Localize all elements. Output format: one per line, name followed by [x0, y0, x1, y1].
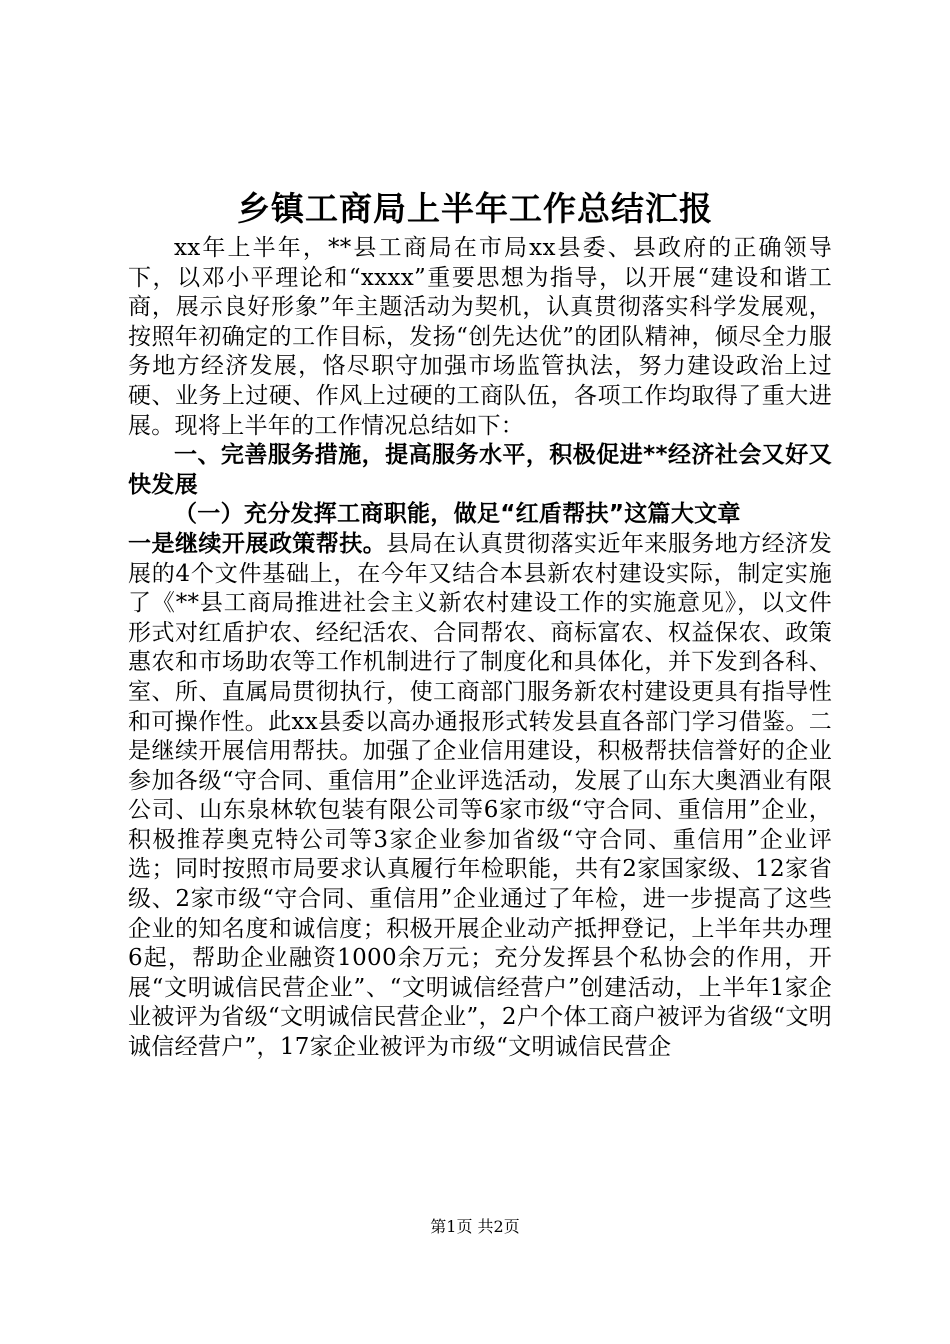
intro-paragraph: xx年上半年，**县工商局在市局xx县委、县政府的正确领导下，以邓小平理论和“xxxx”重要思想为指导，以开展“建设和谐工商，展示良好形象”年主题活动为契机，认真贯彻落实科学发展观，按照年初确定的工作目标，发扬“创先达优”的团队精神，倾尽全力服务地方经济发展，恪尽职守加强市场监管执法，努力建设政治上过硬、业务上过硬、作风上过硬的工商队伍，各项工作均取得了重大进展。现将上半年的工作情况总结如下： [128, 235, 832, 439]
body-paragraph [128, 530, 832, 1063]
document-body [128, 234, 832, 1063]
subsection-heading: （一）充分发挥工商职能，做足“红盾帮扶”这篇大文章 [174, 501, 741, 528]
paragraph-text: 县局在认真贯彻落实近年来服务地方经济发展的4个文件基础上，在今年又结合本县新农村建设实际，制定实施了《**县工商局推进社会主义新农村建设工作的实施意见》，以文件形式对红盾护农、经纪活农、合同帮农、商标富农、权益保农、政策惠农和市场助农等工作机制进行了制度化和具体化，并下发到各科、室、所、直属局贯彻执行，使工商部门服务新农村建设更具有指导性和可操作性。此xx县委以高办通报形式转发县直各部门学习借鉴。二是继续开展信用帮扶。加强了企业信用建设，积极帮扶信誉好的企业参加各级“守合同、重信用”企业评选活动，发展了山东大奥酒业有限公司、山东泉林软包装有限公司等6家市级“守合同、重信用”企业，积极推荐奥克特公司等3家企业参加省级“守合同、重信用”企业评选；同时按照市局要求认真履行年检职能，共有2家国家级、12家省级、2家市级“守合同、重信用”企业通过了年检，进一步提高了这些企业的知名度和诚信度；积极开展企业动产抵押登记，上半年共办理6起，帮助企业融资1000余万元；充分发挥县个私协会的作用，开展“文明诚信民营企业”、“文明诚信经营户”创建活动，上半年1家企业被评为省级“文明诚信民营企业”，2户个体工商户被评为省级“文明诚信经营户”，17家企业被评为市级“文明诚信民营企 [128, 530, 832, 1061]
page-number-footer: 第1页 共2页 [430, 1217, 520, 1236]
section-heading: 一、完善服务措施，提高服务水平，积极促进**经济社会又好又快发展 [128, 442, 832, 498]
paragraph-lead: 一是继续开展政策帮扶。 [128, 530, 387, 557]
document-title: 乡镇工商局上半年工作总结汇报 [237, 189, 713, 228]
